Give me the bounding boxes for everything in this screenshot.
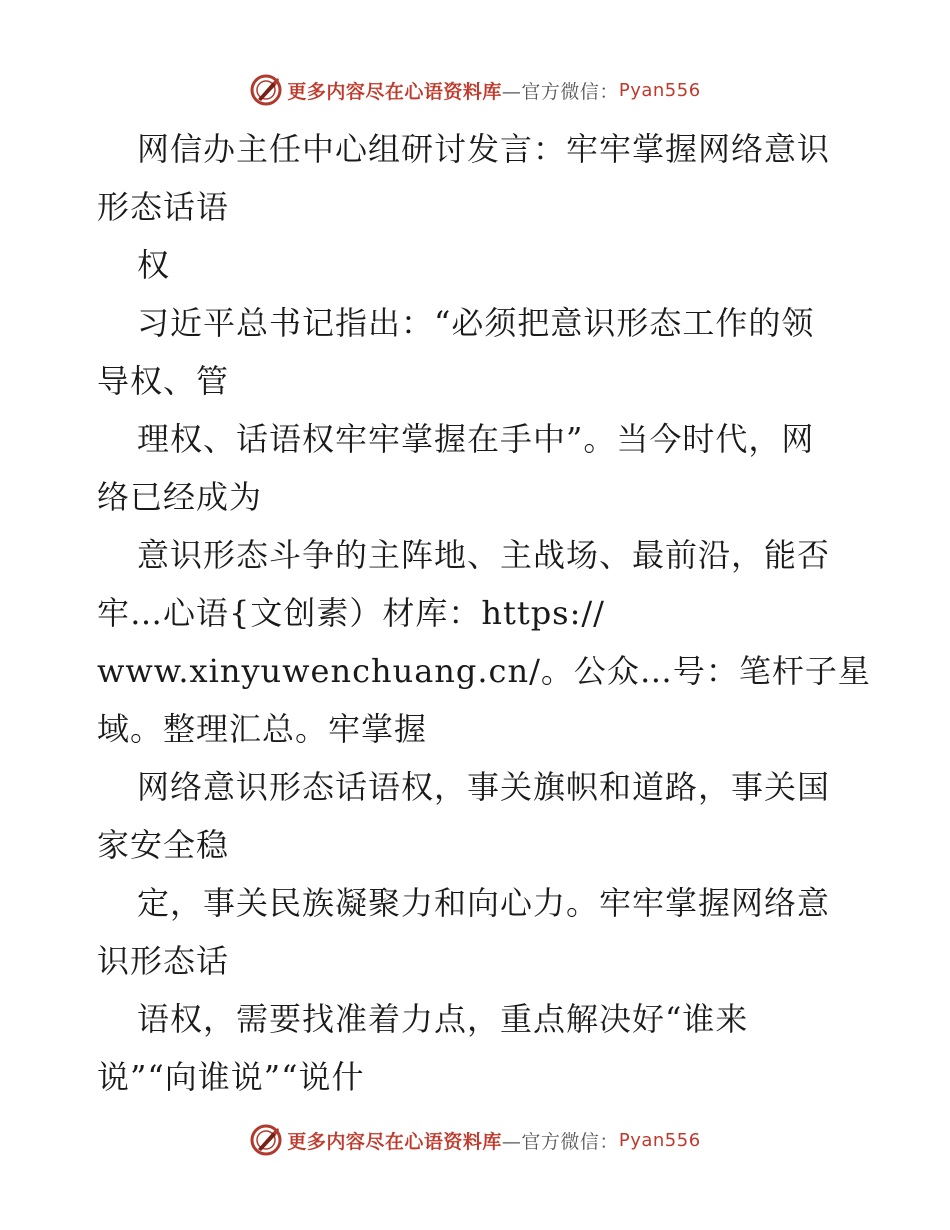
- text-line: 语权，需要找准着力点，重点解决好“谁来: [137, 1000, 749, 1038]
- banner-title: 更多内容尽在心语资料库: [287, 1130, 502, 1153]
- footer-banner: [0, 1120, 950, 1160]
- text-line: 意识形态斗争的主阵地、主战场、最前沿，能否: [137, 536, 831, 574]
- text-line: 习近平总书记指出：“必须把意识形态工作的领: [137, 304, 815, 342]
- quill-logo-icon: [249, 1123, 283, 1157]
- text-line: 家安全稳: [97, 826, 230, 864]
- text-line: 权: [137, 246, 171, 284]
- text-line: 说”“向谁说”“说什: [97, 1058, 365, 1096]
- header-banner: [0, 70, 950, 110]
- banner-wechat-id: Pyan556: [618, 1129, 701, 1151]
- text-line: 网络意识形态话语权，事关旗帜和道路，事关国: [137, 768, 831, 806]
- text-line: www.xinyuwenchuang.cn/。公众…号：笔杆子星: [97, 652, 871, 690]
- text-line: 牢…心语{文创素）材库：https://: [97, 594, 605, 632]
- text-line: 理权、话语权牢牢掌握在手中”。当今时代，网: [137, 420, 815, 458]
- banner-wechat-id: Pyan556: [618, 79, 701, 101]
- text-line: 域。整理汇总。牢掌握: [97, 710, 428, 748]
- text-line: 络已经成为: [97, 478, 263, 516]
- document-body: [97, 120, 871, 1106]
- text-line: 形态话语: [97, 188, 230, 226]
- banner-separator: —官方微信：: [501, 80, 619, 103]
- text-line: 导权、管: [97, 362, 230, 400]
- banner-separator: —官方微信：: [501, 1130, 619, 1153]
- text-line: 定，事关民族凝聚力和向心力。牢牢掌握网络意: [137, 884, 831, 922]
- text-line: 识形态话: [97, 942, 230, 980]
- text-line: 网信办主任中心组研讨发言：牢牢掌握网络意识: [137, 130, 831, 168]
- banner-title: 更多内容尽在心语资料库: [287, 80, 502, 103]
- quill-logo-icon: [249, 73, 283, 107]
